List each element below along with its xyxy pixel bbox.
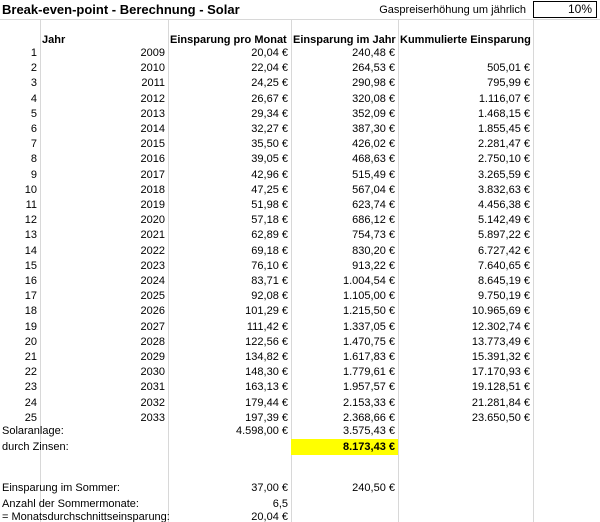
row-number[interactable]: 1 (30, 47, 37, 59)
cell-cumulative-saving[interactable]: 3.832,63 € (478, 183, 530, 196)
cell-year[interactable]: 2013 (140, 107, 165, 120)
solar-label[interactable]: Solaranlage: (2, 425, 64, 437)
cell-monthly-saving[interactable]: 69,18 € (251, 244, 288, 257)
cell-year[interactable]: 2017 (140, 168, 165, 181)
row-number[interactable]: 20 (24, 335, 37, 348)
cell-cumulative-saving[interactable]: 8.645,19 € (478, 275, 530, 287)
cell-monthly-saving[interactable]: 35,50 € (251, 138, 288, 151)
gas-increase-input[interactable]: 10% (533, 1, 597, 18)
cell-cumulative-saving[interactable]: 505,01 € (487, 62, 530, 75)
cell-year[interactable]: 2019 (140, 199, 165, 211)
cell-monthly-saving[interactable]: 29,34 € (251, 107, 288, 120)
cell-annual-saving[interactable]: 320,08 € (352, 92, 395, 105)
row-number[interactable]: 13 (24, 229, 37, 242)
cell-year[interactable]: 2012 (140, 92, 165, 105)
summary-schnitt-row (0, 509, 600, 522)
cell-monthly-saving[interactable]: 122,56 € (245, 335, 288, 348)
cell-annual-saving[interactable]: 387,30 € (352, 123, 395, 135)
schnitt-label[interactable]: = Monatsdurchschnittseinsparung: (2, 511, 170, 522)
cell-monthly-saving[interactable]: 134,82 € (245, 351, 288, 363)
row-number[interactable]: 23 (24, 381, 37, 394)
cell-cumulative-saving[interactable]: 2.750,10 € (478, 153, 530, 166)
cell-annual-saving[interactable]: 2.368,66 € (343, 411, 395, 424)
row-number[interactable]: 5 (30, 107, 37, 120)
cell-annual-saving[interactable]: 913,22 € (352, 259, 395, 272)
cell-year[interactable]: 2010 (140, 62, 165, 75)
cell-annual-saving[interactable]: 830,20 € (352, 244, 395, 257)
header-kummulierte[interactable]: Kummulierte Einsparung (400, 34, 531, 46)
cell-annual-saving[interactable]: 240,48 € (352, 47, 395, 59)
cell-cumulative-saving[interactable]: 15.391,32 € (471, 351, 530, 363)
gas-increase-label: Gaspreiserhöhung um jährlich (379, 4, 526, 16)
cell-year[interactable]: 2031 (140, 381, 165, 394)
cell-annual-saving[interactable]: 264,53 € (352, 62, 395, 75)
cell-annual-saving[interactable]: 468,63 € (352, 153, 395, 166)
row-number[interactable]: 16 (24, 275, 37, 287)
cell-cumulative-saving[interactable]: 19.128,51 € (471, 381, 530, 394)
cell-annual-saving[interactable]: 1.215,50 € (343, 305, 395, 318)
cell-year[interactable]: 2033 (140, 411, 165, 424)
row-number[interactable]: 12 (24, 214, 37, 227)
cell-cumulative-saving[interactable]: 12.302,74 € (471, 320, 530, 333)
anzahl-value[interactable]: 6,5 (272, 498, 288, 510)
cell-year[interactable]: 2024 (140, 275, 165, 287)
cell-annual-saving[interactable]: 1.957,57 € (343, 381, 395, 394)
sommer-total[interactable]: 240,50 € (352, 482, 395, 494)
cell-cumulative-saving[interactable]: 6.727,42 € (478, 244, 530, 257)
row-number[interactable]: 10 (24, 183, 37, 196)
row-number[interactable]: 25 (24, 411, 37, 424)
row-number[interactable]: 24 (24, 396, 37, 409)
cell-year[interactable]: 2011 (141, 77, 165, 90)
cell-monthly-saving[interactable]: 163,13 € (245, 381, 288, 394)
row-number[interactable]: 18 (24, 305, 37, 318)
row-number[interactable]: 14 (24, 244, 37, 257)
cell-year[interactable]: 2032 (140, 396, 165, 409)
cell-monthly-saving[interactable]: 57,18 € (251, 214, 288, 227)
cell-year[interactable]: 2023 (140, 259, 165, 272)
cell-annual-saving[interactable]: 2.153,33 € (343, 396, 395, 409)
row-number[interactable]: 6 (30, 123, 37, 135)
header-einsparung-monat[interactable]: Einsparung pro Monat (170, 34, 287, 46)
cell-year[interactable]: 2018 (140, 183, 165, 196)
cell-annual-saving[interactable]: 623,74 € (352, 199, 395, 211)
zinsen-label[interactable]: durch Zinsen: (2, 441, 69, 453)
cell-cumulative-saving[interactable]: 5.897,22 € (478, 229, 530, 242)
cell-monthly-saving[interactable]: 22,04 € (251, 62, 288, 75)
cell-monthly-saving[interactable]: 47,25 € (251, 183, 288, 196)
sommer-month[interactable]: 37,00 € (251, 482, 288, 494)
row-number[interactable]: 9 (30, 168, 37, 181)
row-number[interactable]: 3 (30, 77, 37, 90)
header-einsparung-jahr[interactable]: Einsparung im Jahr (293, 34, 396, 46)
cell-cumulative-saving[interactable]: 795,99 € (487, 77, 530, 90)
row-number[interactable]: 7 (30, 138, 37, 151)
solar-value[interactable]: 3.575,43 € (343, 425, 395, 437)
cell-year[interactable]: 2021 (140, 229, 165, 242)
cell-annual-saving[interactable]: 426,02 € (352, 138, 395, 151)
cell-annual-saving[interactable]: 352,09 € (352, 107, 395, 120)
cell-annual-saving[interactable]: 1.105,00 € (343, 290, 395, 303)
cell-monthly-saving[interactable]: 20,04 € (251, 47, 288, 59)
cell-monthly-saving[interactable]: 32,27 € (251, 123, 288, 135)
row-number[interactable]: 21 (24, 351, 37, 363)
cell-year[interactable]: 2015 (140, 138, 165, 151)
cell-year[interactable]: 2026 (140, 305, 165, 318)
cell-monthly-saving[interactable]: 179,44 € (245, 396, 288, 409)
solar-cost[interactable]: 4.598,00 € (236, 425, 288, 437)
cell-cumulative-saving[interactable]: 4.456,38 € (478, 199, 530, 211)
row-number[interactable]: 11 (25, 199, 37, 211)
cell-cumulative-saving[interactable]: 17.170,93 € (471, 366, 530, 379)
cell-annual-saving[interactable]: 754,73 € (352, 229, 395, 242)
cell-annual-saving[interactable]: 1.337,05 € (343, 320, 395, 333)
cell-year[interactable]: 2014 (140, 123, 165, 135)
cell-cumulative-saving[interactable]: 1.116,07 € (478, 92, 530, 105)
cell-annual-saving[interactable]: 686,12 € (352, 214, 395, 227)
cell-cumulative-saving[interactable]: 1.855,45 € (478, 123, 530, 135)
row-number[interactable]: 22 (24, 366, 37, 379)
cell-year[interactable]: 2022 (140, 244, 165, 257)
summary-zinsen-row (0, 439, 600, 459)
cell-monthly-saving[interactable]: 39,05 € (251, 153, 288, 166)
cell-cumulative-saving[interactable]: 5.142,49 € (478, 214, 530, 227)
cell-annual-saving[interactable]: 290,98 € (352, 77, 395, 90)
row-number[interactable]: 2 (30, 62, 37, 75)
cell-year[interactable]: 2020 (140, 214, 165, 227)
row-number[interactable]: 15 (24, 259, 37, 272)
cell-year[interactable]: 2028 (140, 335, 165, 348)
cell-annual-saving[interactable]: 567,04 € (352, 183, 395, 196)
row-number[interactable]: 4 (30, 92, 37, 105)
cell-cumulative-saving[interactable]: 10.965,69 € (471, 305, 530, 318)
row-number[interactable]: 8 (30, 153, 37, 166)
cell-year[interactable]: 2029 (140, 351, 165, 363)
cell-cumulative-saving[interactable]: 21.281,84 € (471, 396, 530, 409)
cell-monthly-saving[interactable]: 101,29 € (245, 305, 288, 318)
cell-monthly-saving[interactable]: 83,71 € (251, 275, 288, 287)
sommer-label[interactable]: Einsparung im Sommer: (2, 482, 120, 494)
cell-annual-saving[interactable]: 1.617,83 € (343, 351, 395, 363)
cell-monthly-saving[interactable]: 148,30 € (245, 366, 288, 379)
cell-annual-saving[interactable]: 1.004,54 € (343, 275, 395, 287)
cell-annual-saving[interactable]: 515,49 € (352, 168, 395, 181)
cell-annual-saving[interactable]: 1.779,61 € (343, 366, 395, 379)
grid-line (0, 19, 600, 20)
cell-cumulative-saving[interactable]: 9.750,19 € (478, 290, 530, 303)
cell-cumulative-saving[interactable]: 1.468,15 € (478, 107, 530, 120)
cell-monthly-saving[interactable]: 26,67 € (251, 92, 288, 105)
cell-year[interactable]: 2009 (140, 47, 165, 59)
cell-monthly-saving[interactable]: 24,25 € (251, 77, 288, 90)
cell-monthly-saving[interactable]: 62,89 € (251, 229, 288, 242)
cell-year[interactable]: 2030 (140, 366, 165, 379)
cell-monthly-saving[interactable]: 42,96 € (251, 168, 288, 181)
cell-monthly-saving[interactable]: 197,39 € (245, 411, 288, 424)
cell-cumulative-saving[interactable]: 7.640,65 € (478, 259, 530, 272)
cell-year[interactable]: 2025 (140, 290, 165, 303)
cell-monthly-saving[interactable]: 111,42 € (246, 320, 288, 333)
cell-monthly-saving[interactable]: 92,08 € (251, 290, 288, 303)
row-number[interactable]: 17 (24, 290, 37, 303)
sheet-title: Break-even-point - Berechnung - Solar (2, 2, 240, 17)
cell-cumulative-saving[interactable]: 13.773,49 € (471, 335, 530, 348)
cell-cumulative-saving[interactable]: 23.650,50 € (471, 411, 530, 424)
cell-cumulative-saving[interactable]: 2.281,47 € (478, 138, 530, 151)
cell-cumulative-saving[interactable]: 3.265,59 € (478, 168, 530, 181)
cell-cumulative-saving[interactable] (398, 45, 533, 61)
row-number[interactable]: 19 (24, 320, 37, 333)
cell-year[interactable]: 2016 (140, 153, 165, 166)
header-jahr[interactable]: Jahr (42, 34, 66, 46)
cell-monthly-saving[interactable]: 51,98 € (251, 199, 288, 211)
cell-year[interactable]: 2027 (140, 320, 165, 333)
cell-annual-saving[interactable]: 1.470,75 € (343, 335, 395, 348)
cell-monthly-saving[interactable]: 76,10 € (251, 259, 288, 272)
anzahl-label[interactable]: Anzahl der Sommermonate: (2, 498, 139, 510)
zinsen-value[interactable]: 8.173,43 € (291, 439, 398, 455)
schnitt-value[interactable]: 20,04 € (251, 511, 288, 522)
